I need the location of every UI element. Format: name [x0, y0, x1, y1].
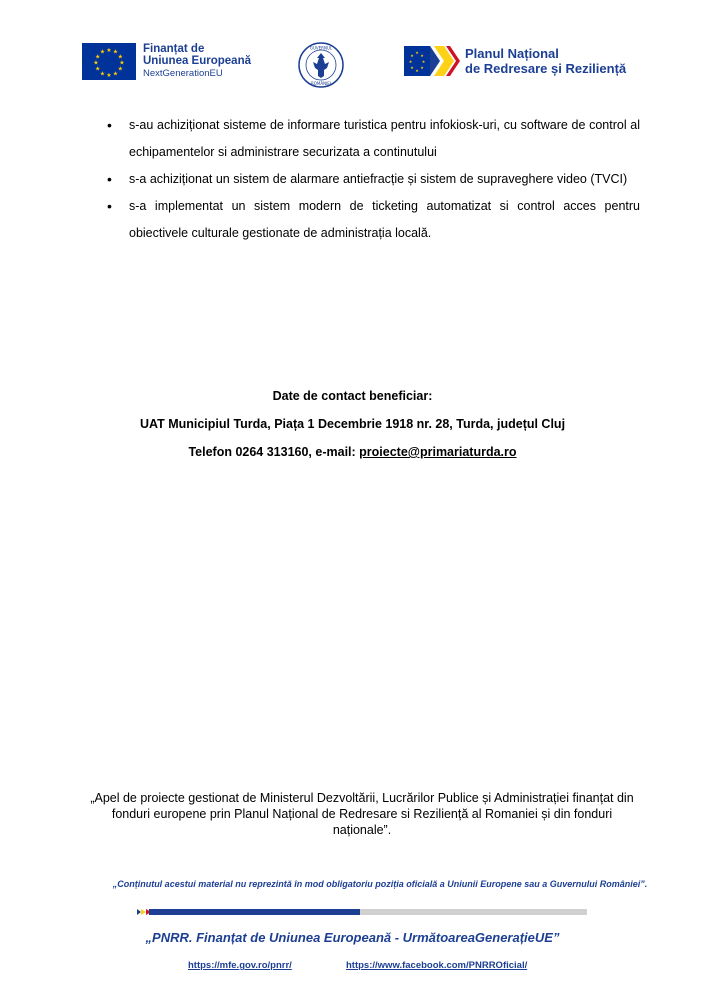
- svg-text:★: ★: [410, 53, 414, 58]
- pnrr-logo-line2: de Redresare și Reziliență: [465, 61, 627, 76]
- footer-divider: [137, 909, 587, 915]
- eu-logo-line3: NextGenerationEU: [143, 68, 223, 79]
- facebook-link[interactable]: https://www.facebook.com/PNRROficial/: [346, 960, 528, 971]
- list-item-text: s-a implementat un sistem modern de ticketing automatizat si control acces pentru obiectivele culturale gestionate de administrația locală.: [129, 199, 640, 240]
- pnrr-logo: [404, 46, 626, 76]
- romanian-government-seal-icon: [298, 42, 344, 88]
- svg-text:★: ★: [410, 65, 414, 70]
- bullet-icon: •: [107, 198, 112, 214]
- svg-text:★: ★: [420, 65, 424, 70]
- footer-links: [188, 960, 548, 971]
- list-item: [107, 193, 640, 247]
- mfe-link[interactable]: https://mfe.gov.ro/pnrr/: [188, 960, 292, 971]
- svg-text:ROMÂNIEI: ROMÂNIEI: [311, 81, 331, 86]
- svg-text:★: ★: [99, 48, 106, 56]
- contact-address: UAT Municipiul Turda, Piața 1 Decembrie 1918 nr. 28, Turda, județul Cluj: [139, 417, 566, 431]
- svg-text:GUVERNUL: GUVERNUL: [309, 45, 333, 51]
- svg-text:★: ★: [99, 70, 106, 78]
- svg-text:★: ★: [420, 53, 424, 58]
- svg-text:★: ★: [415, 68, 419, 73]
- eu-flag-icon: [82, 43, 136, 80]
- contact-phone-email: [60, 445, 645, 459]
- svg-text:★: ★: [95, 53, 101, 61]
- svg-text:★: ★: [93, 59, 99, 67]
- bullet-icon: •: [107, 117, 112, 133]
- disclaimer: „Conținutul acestui material nu reprezintă în mod obligatoriu poziția oficială a Uniunii Europene sau a Guvernului României”.: [112, 879, 648, 889]
- pnrr-flag-arrows-icon: [404, 46, 460, 76]
- svg-text:★: ★: [112, 48, 119, 56]
- achievements-list: [107, 112, 640, 247]
- eu-funding-logo: [82, 43, 251, 80]
- bullet-icon: •: [107, 171, 112, 187]
- contact-heading: Date de contact beneficiar:: [272, 389, 433, 403]
- svg-text:★: ★: [95, 65, 101, 73]
- divider-grey-segment: [360, 909, 587, 915]
- svg-text:★: ★: [106, 47, 112, 54]
- call-for-projects-note: „Apel de proiecte gestionat de Ministerul Dezvoltării, Lucrărilor Publice și Administrației finanțat din fonduri europene prin Planul Național de Redresare si Reziliență al Romaniei și din fonduri naționale”.: [90, 791, 634, 837]
- svg-text:★: ★: [117, 53, 123, 61]
- svg-text:★: ★: [408, 59, 413, 64]
- svg-text:★: ★: [415, 50, 419, 55]
- divider-blue-segment: [149, 909, 360, 915]
- eu-logo-line2: Uniunea Europeană: [143, 55, 251, 67]
- svg-text:★: ★: [112, 70, 119, 78]
- svg-text:★: ★: [106, 72, 112, 79]
- list-item-text: s-a achiziționat un sistem de alarmare antiefracție și sistem de supraveghere video (TVCI): [129, 172, 628, 186]
- list-item-text: s-au achiziționat sisteme de informare turistica pentru infokiosk-uri, cu software de control al echipamentelor si administrare securizata a continutului: [129, 118, 640, 159]
- pnrr-logo-line1: Planul Național: [465, 46, 559, 61]
- email-link[interactable]: proiecte@primariaturda.ro: [359, 445, 517, 459]
- contact-phone: Telefon 0264 313160, e-mail:: [188, 445, 360, 459]
- list-item: [107, 166, 640, 193]
- svg-text:★: ★: [117, 65, 123, 73]
- svg-text:★: ★: [119, 59, 125, 67]
- header: [0, 40, 705, 90]
- list-item: [107, 112, 640, 166]
- eu-logo-line1: Finanțat de: [143, 43, 205, 55]
- pnrr-slogan: „PNRR. Finanțat de Uniunea Europeană - UrmătoareaGenerațieUE”: [145, 930, 560, 945]
- svg-text:★: ★: [421, 59, 426, 64]
